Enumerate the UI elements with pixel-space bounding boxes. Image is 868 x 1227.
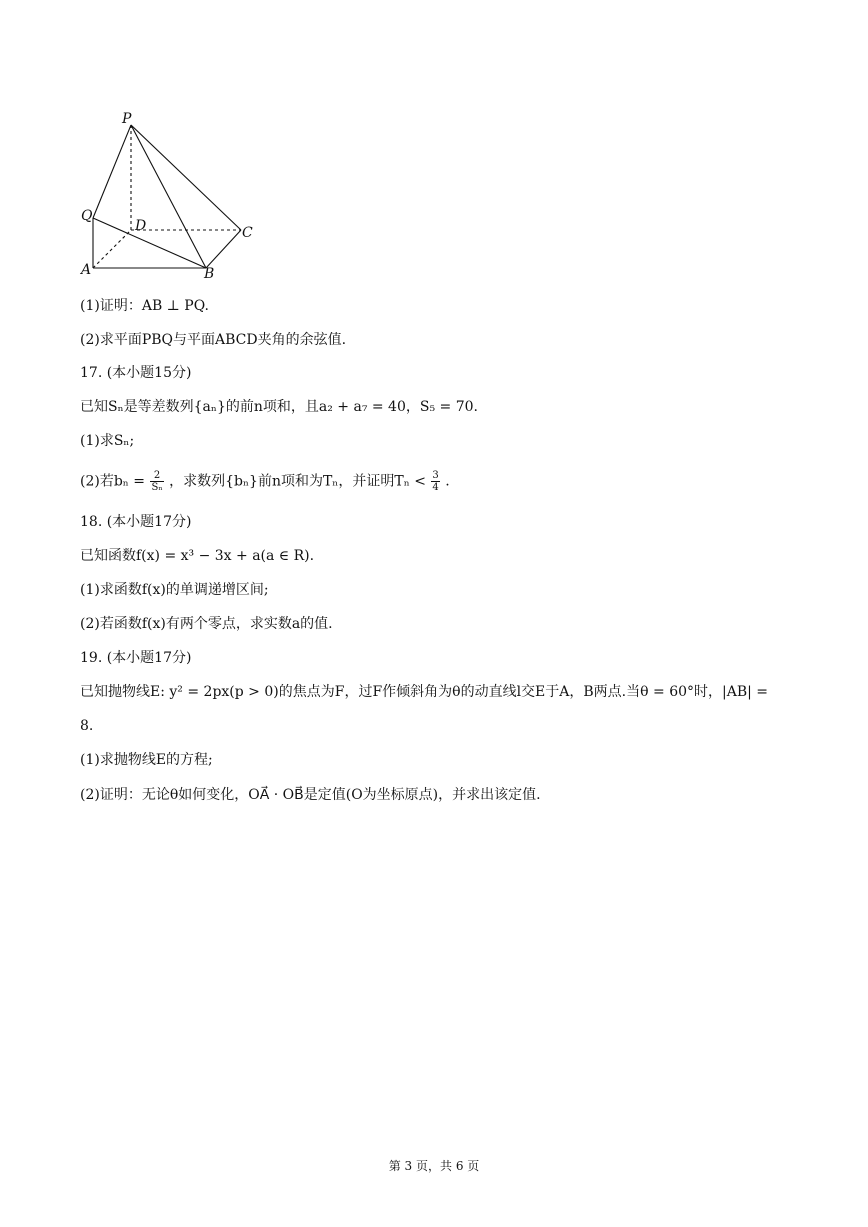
fraction-three-quarters — [431, 470, 439, 493]
pyramid-diagram — [78, 110, 268, 285]
label-a: A — [81, 262, 92, 278]
edge-qb — [93, 218, 206, 268]
q17-part2 — [80, 470, 450, 493]
q18-part1: (1)求函数f(x)的单调递增区间; — [80, 582, 269, 598]
q19-part2: (2)证明：无论θ如何变化，OA⃗ · OB⃗是定值(O为坐标原点)，并求出该定值. — [80, 787, 541, 803]
q17-part1: (1)求Sₙ; — [80, 433, 135, 449]
edge-ad — [93, 230, 131, 268]
edge-pc — [131, 125, 241, 230]
label-c: C — [242, 225, 253, 241]
page-footer: 第 3 页，共 6 页 — [388, 1159, 480, 1173]
edge-bc — [206, 230, 241, 268]
label-d: D — [135, 218, 147, 234]
fraction-denominator: 4 — [432, 482, 439, 493]
q17-header: 17. (本小题15分) — [80, 365, 192, 381]
q18-header: 18. (本小题17分) — [80, 514, 192, 530]
label-p: P — [122, 111, 132, 127]
q16-part2: (2)求平面PBQ与平面ABCD夹角的余弦值. — [80, 332, 347, 348]
label-b: B — [204, 266, 215, 282]
q19-stem-line1: 已知抛物线E: y² = 2px(p > 0)的焦点为F，过F作倾斜角为θ的动直线l交E于A，B两点.当θ = 60°时，|AB| = — [80, 684, 769, 700]
q18-part2: (2)若函数f(x)有两个零点，求实数a的值. — [80, 616, 333, 632]
q18-stem: 已知函数f(x) = x³ − 3x + a(a ∈ R). — [80, 548, 315, 564]
q17-stem: 已知Sₙ是等差数列{aₙ}的前n项和，且a₂ + a₇ = 40，S₅ = 70. — [80, 399, 478, 415]
q17-part2-prefix: (2)若bₙ = — [80, 473, 146, 490]
q19-header: 19. (本小题17分) — [80, 650, 192, 666]
fraction-denominator: Sₙ — [151, 482, 163, 493]
q19-stem-line2: 8. — [80, 718, 94, 734]
pyramid-figure — [78, 110, 268, 285]
q17-part2-mid: ，求数列{bₙ}前n项和为Tₙ，并证明Tₙ < — [169, 473, 426, 490]
fraction-numerator: 2 — [150, 470, 163, 482]
edge-pb — [131, 125, 206, 268]
fraction-two-over-sn — [150, 470, 163, 493]
fraction-numerator: 3 — [432, 470, 439, 481]
q17-part2-suffix: . — [445, 473, 450, 490]
edge-pq — [93, 125, 131, 218]
q19-part1: (1)求抛物线E的方程; — [80, 752, 213, 768]
label-q: Q — [81, 208, 93, 224]
q16-part1: (1)证明：AB ⊥ PQ. — [80, 298, 209, 314]
